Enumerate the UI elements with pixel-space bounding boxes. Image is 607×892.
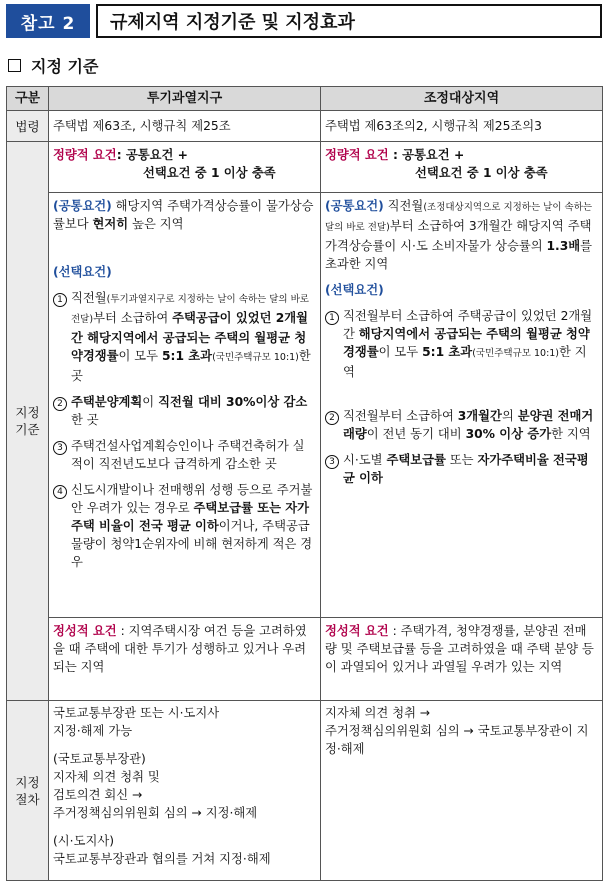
left-select-item-1: 1 직전월(투기과열지구로 지정하는 날이 속하는 달의 바로 전달)부터 소급하여 주택공급이 있었던 2개월간 해당지역에서 공급되는 주택의 월평균 청약경쟁률이 모두 5:1 초과(국민주택규모 10:1)한 곳 [53,289,316,385]
row-label-procedure: 지정 절차 [7,701,49,881]
col-header-speculative-zone: 투기과열지구 [49,87,321,111]
left-req-detail: (공통요건) 해당지역 주택가격상승률이 물가상승률보다 현저히 높은 지역 (선택요건) 1 직전월(투기과열지구로 지정하는 날이 속하는 달의 바로 전달)부터 소급하여 주택공급이 있었던 2개월간 해당지역에서 공급되는 주택의 월평균 청약경쟁률이 모두 5:1 초과(국민주택규모 10:1)한 곳 2 주택분양계획이 직전월 대비 30%이상 감소한 곳 3 주택건설사업계획승인이나 주택건축허가 실적이 직전년도보다 급격하게 감소한 곳 4 신도시개발이나 전매행위 성행 등으로 주거불안 우려가 있는 경우로 주택보급률 또는 자가주택 비율이 전국 평균 이하이거나, 주택공급물량이 청약1순위자에 비해 현저하게 적은 경우 [49,192,320,617]
section-title: 지정 기준 [31,57,99,76]
left-select-item-2: 2 주택분양계획이 직전월 대비 30%이상 감소한 곳 [53,393,316,429]
header [6,4,602,38]
left-select-item-4: 4 신도시개발이나 전매행위 성행 등으로 주거불안 우려가 있는 경우로 주택보급률 또는 자가주택 비율이 전국 평균 이하이거나, 주택공급물량이 청약1순위자에 비해 현저하게 적은 경우 [53,481,316,571]
right-quant-req: 정량적 요건 : 공통요건 + 선택요건 중 1 이상 충족 [325,148,548,180]
right-select-item-3: 3 시·도별 주택보급률 또는 자가주택비율 전국평균 이하 [325,451,598,487]
criteria-table [6,86,603,881]
right-qual-req: 정성적 요건 : 주택가격, 청약경쟁률, 분양권 전매량 및 주택보급률 등을 고려하였을 때 주택 분양 등이 과열되어 있거나 과열될 우려가 있는 지역 [321,617,602,700]
table-header-row [7,87,603,111]
col-header-adjustment-zone: 조정대상지역 [321,87,603,111]
law-right: 주택법 제63조의2, 시행규칙 제25조의3 [321,111,603,142]
table-row-law [7,111,603,142]
procedure-left: 국토교통부장관 또는 시·도지사 지정·해제 가능 (국토교통부장관) 지자체 의견 청취 및 검토의견 회신 → 주거정책심의위원회 심의 → 지정·해제 (시·도지사) 국토교통부장관과 협의를 거쳐 지정·해제 [49,701,321,881]
table-row-criteria [7,142,603,701]
page-title: 규제지역 지정기준 및 지정효과 [96,4,602,38]
left-qual-req: 정성적 요건 : 지역주택시장 여건 등을 고려하였을 때 주택에 대한 투기가 성행하고 있거나 우려되는 지역 [49,617,320,700]
criteria-right [321,142,603,701]
table-row-procedure [7,701,603,881]
right-req-detail: (공통요건) 직전월(조정대상지역으로 지정하는 날이 속하는 달의 바로 전달)부터 소급하여 3개월간 해당지역 주택가격상승률이 시·도 소비자물가 상승률의 1.3배를 초과한 지역 (선택요건) 1 직전월부터 소급하여 주택공급이 있었던 2개월간 해당지역에서 공급되는 주택의 월평균 청약경쟁률이 모두 5:1 초과(국민주택규모 10:1)한 지역 2 직전월부터 소급하여 3개월간의 분양권 전매거래량이 전년 동기 대비 30% 이상 증가한 지역 3 시·도별 주택보급률 또는 자가주택비율 전국평균 이하 [321,192,602,617]
right-select-item-2: 2 직전월부터 소급하여 3개월간의 분양권 전매거래량이 전년 동기 대비 30% 이상 증가한 지역 [325,407,598,443]
left-quant-req: 정량적 요건: 공통요건 + 선택요건 중 1 이상 충족 [53,148,276,180]
reference-badge: 참고 2 [6,4,90,38]
section-heading [8,54,98,77]
row-label-law: 법령 [7,111,49,142]
criteria-left [49,142,321,701]
law-left: 주택법 제63조, 시행규칙 제25조 [49,111,321,142]
left-select-item-3: 3 주택건설사업계획승인이나 주택건축허가 실적이 직전년도보다 급격하게 감소한 곳 [53,437,316,473]
col-header-category: 구분 [7,87,49,111]
right-select-item-1: 1 직전월부터 소급하여 주택공급이 있었던 2개월간 해당지역에서 공급되는 주택의 월평균 청약경쟁률이 모두 5:1 초과(국민주택규모 10:1)한 지역 [325,307,598,381]
row-label-criteria: 지정 기준 [7,142,49,701]
procedure-right: 지자체 의견 청취 → 주거정책심의위원회 심의 → 국토교통부장관이 지정·해제 [321,701,603,881]
checkbox-square-icon [8,59,21,72]
